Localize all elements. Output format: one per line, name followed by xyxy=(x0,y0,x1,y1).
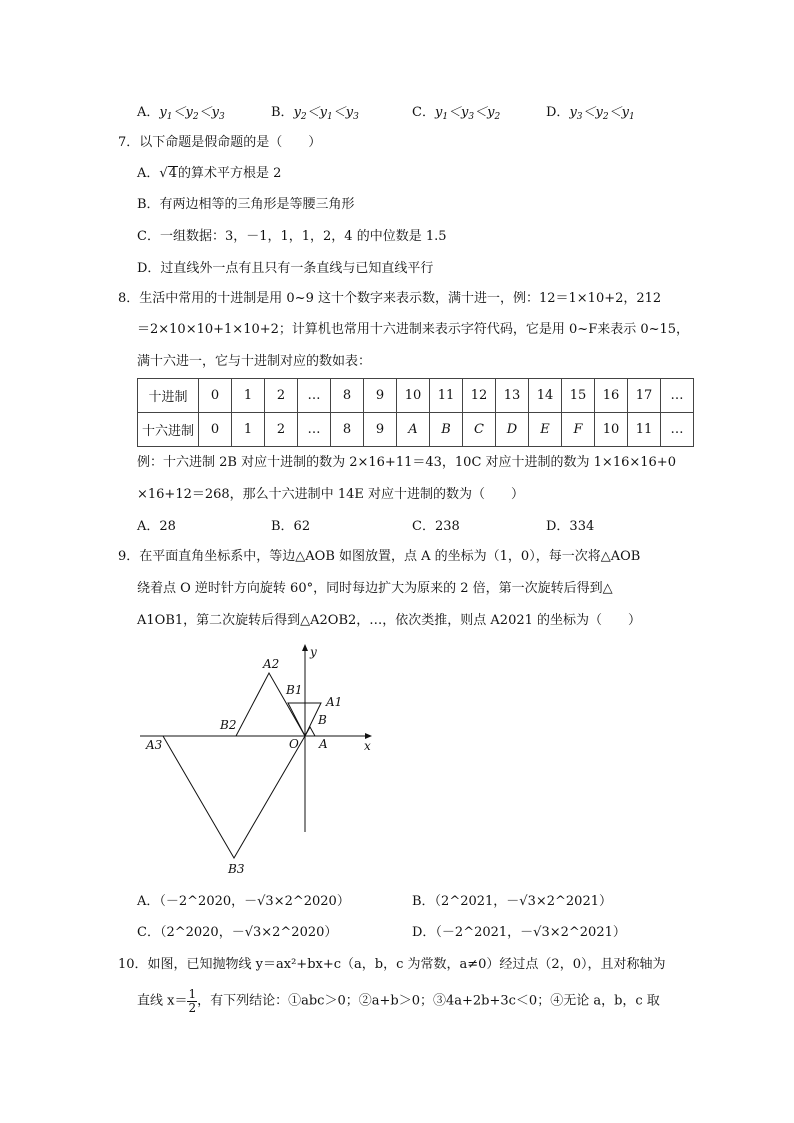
table-header-decimal: 十进制 xyxy=(138,379,199,413)
q6-option-b[interactable]: B．$y_2<y_1<y_3$ xyxy=(271,105,359,122)
table-row-hex xyxy=(138,413,694,447)
q9-option-d[interactable] xyxy=(412,926,626,939)
table-cell: 14 xyxy=(529,379,562,413)
q8-line-2: ＝2×10×10+1×10+2；计算机也常用十六进制来表示字符代码，它是用 0~F来表示 0~15， xyxy=(137,322,690,337)
table-cell: 13 xyxy=(496,379,529,413)
label-A3: A3 xyxy=(146,738,163,752)
q9-option-a[interactable] xyxy=(137,895,350,908)
table-cell: 1 xyxy=(232,379,265,413)
triangle-AOB xyxy=(305,727,315,736)
table-cell: 0 xyxy=(199,413,232,447)
q8-line-3: 满十六进一，它与十进制对应的数如表： xyxy=(137,354,372,369)
table-cell: 0 xyxy=(199,379,232,413)
table-row-decimal xyxy=(138,379,694,413)
q6-option-a[interactable]: A．$y_1<y_2<y_3$ xyxy=(137,105,225,122)
table-cell: 8 xyxy=(331,379,364,413)
table-cell: D xyxy=(496,413,529,447)
q9-option-b-text: B．（2^2021，－√3×2^2021） xyxy=(412,894,612,909)
table-cell: 8 xyxy=(331,413,364,447)
table-cell: 16 xyxy=(595,379,628,413)
q6-option-b-render: $y_2<y_1<y_3$ xyxy=(293,105,359,122)
q8-example-line-2: ×16+12＝268，那么十六进制中 14E 对应十进制的数为（ ） xyxy=(137,487,524,502)
q7-option-a-prefix: A． xyxy=(137,166,160,181)
q8-option-c[interactable]: C．238 xyxy=(412,519,460,534)
sqrt-symbol: √ xyxy=(159,166,168,181)
table-cell: 10 xyxy=(595,413,628,447)
q8-option-b[interactable]: B．62 xyxy=(271,519,311,534)
q7-option-d[interactable]: D．过直线外一点有且只有一条直线与已知直线平行 xyxy=(137,261,434,276)
rotation-figure xyxy=(130,640,390,880)
label-A: A xyxy=(319,737,328,751)
q10-line-1: 10．如图，已知抛物线 y＝ax²+bx+c（a，b，c 为常数，a≠0）经过点（2，0），且对称轴为 xyxy=(118,957,666,972)
table-cell: 9 xyxy=(364,413,397,447)
q8-line-1: 8．生活中常用的十进制是用 0~9 这十个数字来表示数，满十进一，例：12＝1×10+2，212 xyxy=(118,291,662,306)
q10-line-2 xyxy=(137,988,660,1014)
table-cell: … xyxy=(298,379,331,413)
q9-option-c[interactable] xyxy=(137,926,337,939)
q7-stem: 7．以下命题是假命题的是（ ） xyxy=(118,135,322,150)
fraction-denominator: 2 xyxy=(188,1000,197,1015)
table-cell: C xyxy=(463,413,496,447)
table-cell: E xyxy=(529,413,562,447)
table-cell: 10 xyxy=(397,379,430,413)
label-B1: B1 xyxy=(286,683,303,697)
q10-line-2-prefix: 直线 x＝ xyxy=(137,993,188,1009)
label-O: O xyxy=(289,737,299,751)
q6-option-c[interactable]: C．$y_1<y_3<y_2$ xyxy=(412,105,501,122)
q9-option-b[interactable] xyxy=(412,895,612,908)
table-cell: 9 xyxy=(364,379,397,413)
table-cell: 2 xyxy=(265,413,298,447)
q7-option-b[interactable]: B．有两边相等的三角形是等腰三角形 xyxy=(137,197,355,212)
q6-option-d-render: $y_3<y_2<y_1$ xyxy=(569,105,635,122)
decimal-hex-table xyxy=(137,378,694,447)
q6-option-c-render: $y_1<y_3<y_2$ xyxy=(434,105,501,122)
label-x: x xyxy=(364,739,371,753)
q7-option-c[interactable]: C．一组数据：3，－1，1，1，2，4 的中位数是 1.5 xyxy=(137,229,447,244)
q7-option-a[interactable] xyxy=(137,166,281,180)
y-axis-arrow xyxy=(302,644,308,651)
q7-option-a-radicand: 4 xyxy=(168,166,177,181)
table-cell: 1 xyxy=(232,413,265,447)
table-cell: … xyxy=(661,413,694,447)
q7-option-a-rest: 的算术平方根是 2 xyxy=(177,166,282,181)
q10-line-2-rest: ，有下列结论：①abc＞0；②a+b＞0；③4a+2b+3c＜0；④无论 a，b，c 取 xyxy=(197,993,660,1009)
fraction-one-half xyxy=(187,988,197,1014)
table-cell: 11 xyxy=(628,413,661,447)
table-cell: 15 xyxy=(562,379,595,413)
triangle-A3OB3 xyxy=(163,736,305,858)
label-B3: B3 xyxy=(228,862,245,876)
label-A1: A1 xyxy=(326,695,343,709)
table-cell: 11 xyxy=(430,379,463,413)
q6-option-a-render: $y_1<y_2<y_3$ xyxy=(159,105,225,122)
q8-option-a[interactable]: A．28 xyxy=(137,519,176,534)
q9-line-3: A1OB1，第二次旋转后得到△A2OB2，…，依次类推，则点 A2021 的坐标为（ ） xyxy=(137,613,642,628)
table-cell: 17 xyxy=(628,379,661,413)
q9-line-2: 绕着点 O 逆时针方向旋转 60°，同时每边扩大为原来的 2 倍，第一次旋转后得到△ xyxy=(137,581,613,596)
table-cell: B xyxy=(430,413,463,447)
label-y: y xyxy=(310,645,317,659)
label-B: B xyxy=(318,713,327,727)
table-cell: A xyxy=(397,413,430,447)
label-B2: B2 xyxy=(220,718,237,732)
q9-option-d-text: D．（－2^2021，－√3×2^2021） xyxy=(412,925,626,940)
fraction-numerator: 1 xyxy=(188,987,197,1001)
table-cell: 12 xyxy=(463,379,496,413)
q9-option-c-text: C．（2^2020，－√3×2^2020） xyxy=(137,925,338,940)
table-cell: F xyxy=(562,413,595,447)
table-cell: … xyxy=(661,379,694,413)
q6-option-d[interactable]: D．$y_3<y_2<y_1$ xyxy=(546,105,635,122)
label-A2: A2 xyxy=(263,657,280,671)
q8-example-line-1: 例：十六进制 2B 对应十进制的数为 2×16+11＝43，10C 对应十进制的数为 1×16×16+0 xyxy=(137,455,676,470)
table-cell: … xyxy=(298,413,331,447)
q9-line-1: 9．在平面直角坐标系中，等边△AOB 如图放置，点 A 的坐标为（1，0），每一次将△AOB xyxy=(118,549,641,564)
table-header-hex: 十六进制 xyxy=(138,413,199,447)
table-cell: 2 xyxy=(265,379,298,413)
q9-option-a-text: A．（－2^2020，－√3×2^2020） xyxy=(137,894,350,909)
q8-option-d[interactable]: D．334 xyxy=(546,519,595,534)
